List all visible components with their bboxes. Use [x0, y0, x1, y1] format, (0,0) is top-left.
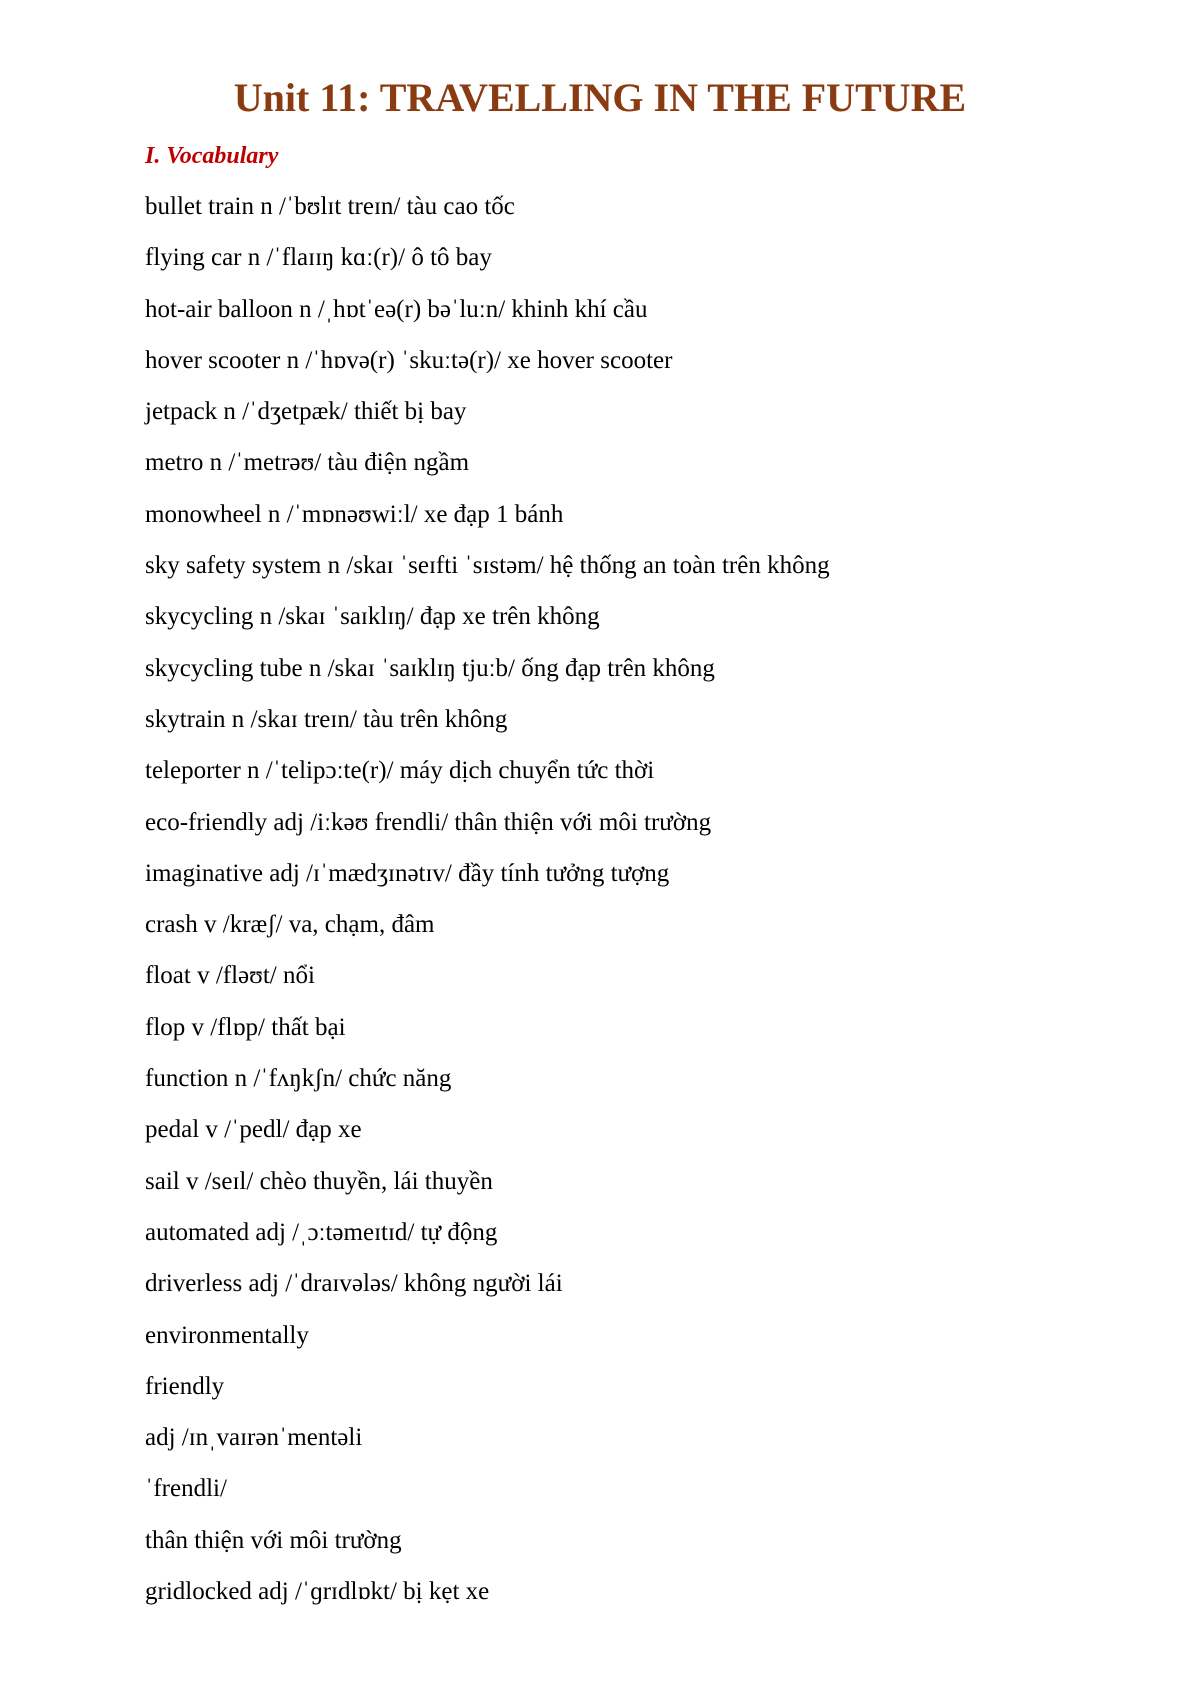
vocab-entry: crash v /kræʃ/ va, chạm, đâm [145, 911, 435, 939]
vocab-entry: driverless adj /ˈdraɪvələs/ không người lái [145, 1270, 563, 1298]
vocab-entry: skycycling tube n /skaɪ ˈsaɪklɪŋ tjuːb/ ống đạp trên không [145, 654, 715, 682]
vocab-entry: metro n /ˈmetrəʊ/ tàu điện ngầm [145, 449, 470, 477]
vocab-entry: float v /fləʊt/ nổi [145, 962, 315, 990]
vocab-entry: jetpack n /ˈdʒetpæk/ thiết bị bay [145, 398, 467, 426]
vocab-entry: skycycling n /skaɪ ˈsaɪklɪŋ/ đạp xe trên không [145, 603, 600, 631]
vocab-entry: eco-friendly adj /iːkəʊ frendli/ thân thiện với môi trường [145, 808, 712, 836]
vocab-entry: flying car n /ˈflaɪɪŋ kɑː(r)/ ô tô bay [145, 244, 492, 272]
vocab-entry: gridlocked adj /ˈɡrɪdlɒkt/ bị kẹt xe [145, 1578, 490, 1606]
vocab-entry: environmentally [145, 1321, 309, 1349]
section-heading-vocabulary: I. Vocabulary [145, 143, 279, 169]
vocab-entry: bullet train n /ˈbʊlɪt treɪn/ tàu cao tốc [145, 193, 515, 220]
vocab-entry: thân thiện với môi trường [145, 1526, 402, 1554]
vocab-entry: skytrain n /skaɪ treɪn/ tàu trên không [145, 705, 508, 733]
vocab-entry: sky safety system n /skaɪ ˈseɪfti ˈsɪstəm/ hệ thống an toàn trên không [145, 552, 830, 580]
vocab-entry: monowheel n /ˈmɒnəʊwiːl/ xe đạp 1 bánh [145, 500, 564, 528]
vocab-entry: adj /ɪnˌvaɪrənˈmentəli [145, 1424, 363, 1452]
vocab-entry: hot-air balloon n /ˌhɒtˈeə(r) bəˈluːn/ khinh khí cầu [145, 295, 648, 323]
vocab-entry: imaginative adj /ɪˈmædʒɪnətɪv/ đầy tính tưởng tượng [145, 859, 670, 887]
vocabulary-list [145, 190, 830, 1626]
vocab-entry: flop v /flɒp/ thất bại [145, 1013, 346, 1041]
vocab-entry: sail v /seɪl/ chèo thuyền, lái thuyền [145, 1167, 493, 1195]
vocab-entry: ˈfrendli/ [145, 1475, 227, 1503]
vocab-entry: automated adj /ˌɔːtəmeɪtɪd/ tự động [145, 1218, 498, 1246]
vocab-entry: hover scooter n /ˈhɒvə(r) ˈskuːtə(r)/ xe hover scooter [145, 346, 673, 374]
vocab-entry: friendly [145, 1372, 225, 1400]
vocab-entry: function n /ˈfʌŋkʃn/ chức năng [145, 1065, 452, 1093]
vocab-entry: pedal v /ˈpedl/ đạp xe [145, 1116, 362, 1144]
vocab-entry: teleporter n /ˈtelipɔːte(r)/ máy dịch chuyển tức thời [145, 757, 655, 785]
page-title: Unit 11: TRAVELLING IN THE FUTURE [233, 75, 967, 120]
